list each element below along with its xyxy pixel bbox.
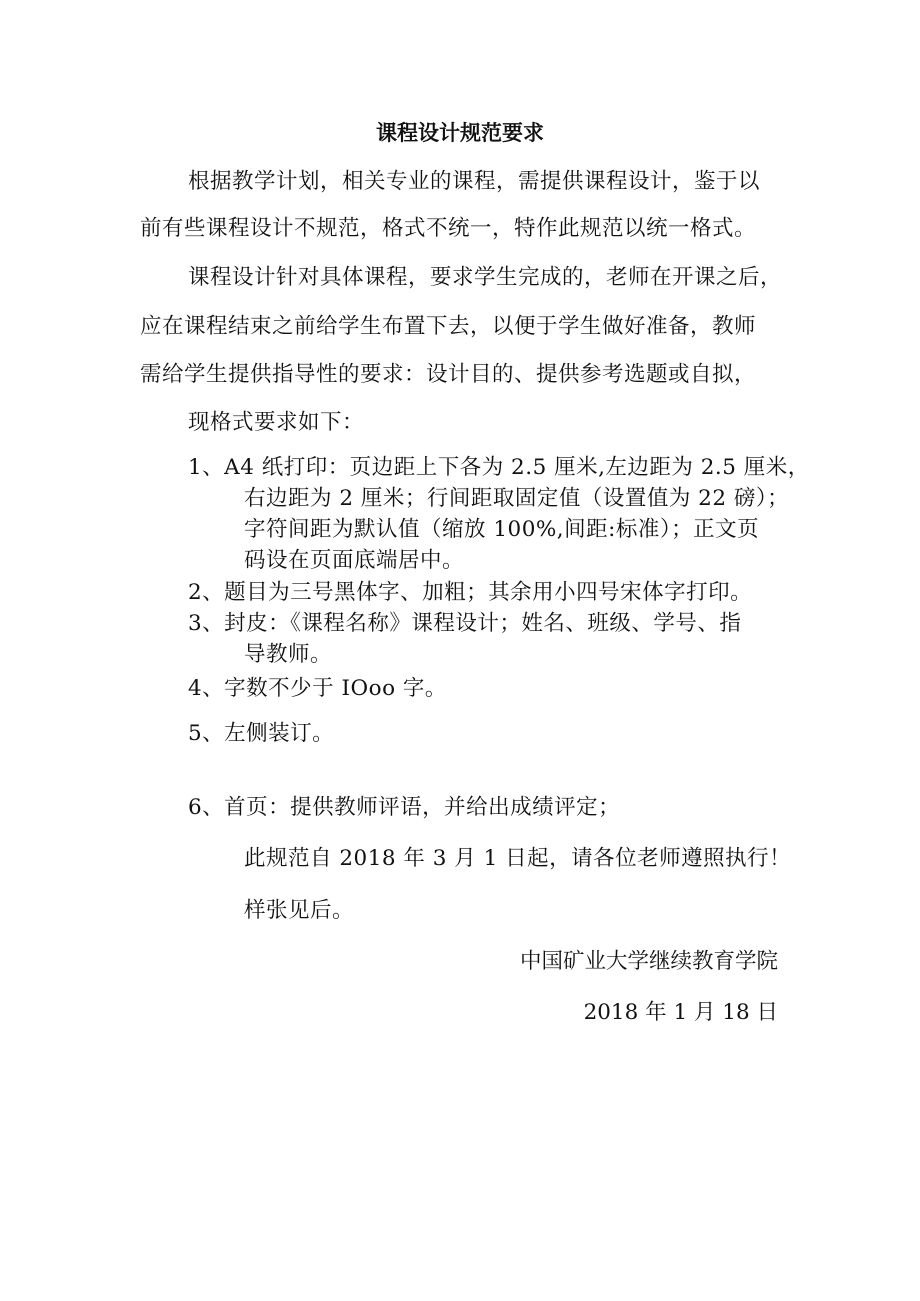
document-title: 课程设计规范要求 (376, 121, 544, 145)
intro-p2-line2: 应在课程结束之前给学生布置下去，以便于学生做好准备，教师 (140, 314, 757, 339)
item-1-line2: 右边距为 2 厘米；行间距取固定值（设置值为 22 磅）； (244, 486, 790, 511)
item-6-line1: 6、首页：提供教师评语，并给出成绩评定； (188, 795, 621, 820)
item-1-line1: 1、A4 纸打印：页边距上下各为 2.5 厘米,左边距为 2.5 厘米， (188, 455, 810, 480)
item-5-line1: 5、左侧装订。 (188, 721, 335, 746)
sample-note: 样张见后。 (244, 898, 355, 923)
item-2-line1: 2、题目为三号黑体字、加粗；其余用小四号宋体字打印。 (188, 580, 753, 605)
issuing-organization: 中国矿业大学继续教育学院 (519, 949, 778, 974)
effective-date-notice: 此规范自 2018 年 3 月 1 日起，请各位老师遵照执行！ (244, 846, 792, 871)
item-4-line1: 4、字数不少于 IOoo 字。 (188, 676, 447, 701)
item-3-line1: 3、封皮：《课程名称》课程设计；姓名、班级、学号、指 (188, 611, 742, 636)
intro-p1-line2: 前有些课程设计不规范，格式不统一，特作此规范以统一格式。 (140, 216, 757, 241)
issue-date: 2018 年 1 月 18 日 (583, 1000, 778, 1025)
item-1-line3: 字符间距为默认值（缩放 100%,间距:标准）；正文页 (244, 517, 760, 542)
item-1-line4: 码设在页面底端居中。 (244, 548, 465, 573)
intro-p2-line1: 课程设计针对具体课程，要求学生完成的，老师在开课之后， (188, 265, 783, 290)
item-3-line2: 导教师。 (244, 642, 333, 667)
intro-p3-line1: 现格式要求如下： (188, 410, 365, 435)
intro-p1-line1: 根据教学计划，相关专业的课程，需提供课程设计，鉴于以 (188, 169, 761, 194)
intro-p2-line3: 需给学生提供指导性的要求：设计目的、提供参考选题或自拟， (140, 362, 757, 387)
